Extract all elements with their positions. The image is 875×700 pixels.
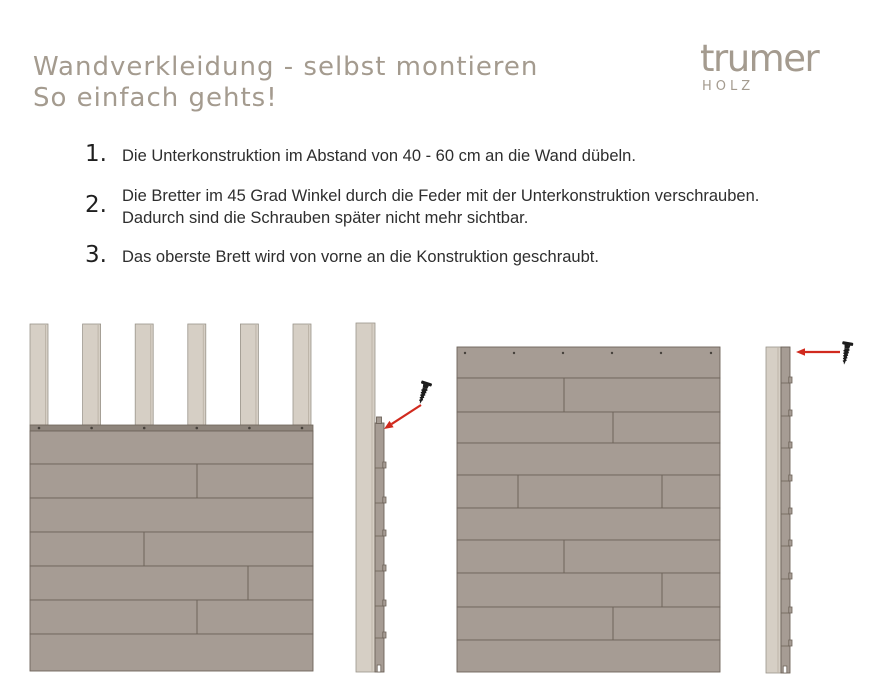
red-arrow (796, 348, 840, 356)
screw-dot (248, 427, 251, 430)
brand-logo-sub: HOLZ (702, 79, 755, 94)
screw-dot (90, 427, 93, 430)
screw-dot (38, 427, 41, 430)
board-row (457, 508, 720, 540)
screw-icon (839, 341, 854, 366)
tongue-notch (789, 540, 792, 546)
screw-dot (611, 352, 613, 354)
tongue-notch (789, 573, 792, 579)
tongue-notch (789, 377, 792, 383)
step-number: 2. (85, 192, 107, 218)
tongue-notch (383, 530, 386, 536)
step-text-line: Das oberste Brett wird von vorne an die Konstruktion geschraubt. (122, 248, 599, 266)
step-number: 3. (85, 242, 107, 268)
step-text (122, 246, 599, 268)
instruction-step-2 (85, 185, 759, 229)
board-row (457, 640, 720, 672)
mounting-strip (30, 425, 313, 431)
screw-dot (301, 427, 304, 430)
tongue-notch (383, 632, 386, 638)
tongue-notch (789, 607, 792, 613)
side-view-installation-diagram (346, 316, 456, 684)
tongue-notch (789, 410, 792, 416)
board-row (30, 566, 313, 600)
instruction-step-3 (85, 242, 599, 268)
board-row (30, 431, 313, 464)
board-row (457, 378, 720, 412)
bottom-groove (377, 665, 381, 672)
tongue (377, 417, 382, 424)
board-row (457, 347, 720, 378)
instruction-step-1 (85, 141, 636, 167)
front-view-complete-diagram (455, 345, 725, 677)
screw-dot (660, 352, 662, 354)
screw-dot (562, 352, 564, 354)
step-text (122, 145, 636, 167)
screw-dot (464, 352, 466, 354)
tongue-notch (789, 508, 792, 514)
front-view-installation-diagram (28, 322, 320, 678)
screw-dot (710, 352, 712, 354)
board-row (30, 464, 313, 498)
page-title-line1: Wandverkleidung - selbst montieren (33, 52, 539, 82)
step-text-line: Die Bretter im 45 Grad Winkel durch die Feder mit der Unterkonstruktion verschrauben. (122, 187, 760, 205)
brand-logo-name: trumer (700, 37, 819, 80)
page-title (33, 52, 538, 114)
board-row (457, 573, 720, 607)
brand-logo (700, 37, 819, 94)
step-text-line: Dadurch sind die Schrauben später nicht mehr sichtbar. (122, 209, 529, 227)
step-number: 1. (85, 141, 107, 167)
board-row (30, 634, 313, 671)
step-text (122, 185, 759, 229)
batten-side (766, 347, 781, 673)
board-row (457, 540, 720, 573)
board-row (30, 498, 313, 532)
page-title-line2: So einfach gehts! (33, 83, 278, 113)
tongue-notch (383, 565, 386, 571)
step-text-line: Die Unterkonstruktion im Abstand von 40 - 60 cm an die Wand dübeln. (122, 147, 636, 165)
screw-dot (513, 352, 515, 354)
board-row (457, 607, 720, 640)
tongue-notch (789, 640, 792, 646)
side-view-complete-diagram (756, 330, 868, 682)
screw-dot (196, 427, 199, 430)
red-arrow (384, 405, 421, 429)
board-row (30, 532, 313, 566)
tongue-notch (789, 442, 792, 448)
screw-icon (415, 380, 433, 405)
board-row (457, 475, 720, 508)
tongue-notch (383, 462, 386, 468)
screw-dot (143, 427, 146, 430)
board-row (457, 412, 720, 443)
board-row (30, 600, 313, 634)
bottom-groove (783, 666, 787, 673)
tongue-notch (383, 600, 386, 606)
tongue-notch (383, 497, 386, 503)
board-row (457, 443, 720, 475)
tongue-notch (789, 475, 792, 481)
